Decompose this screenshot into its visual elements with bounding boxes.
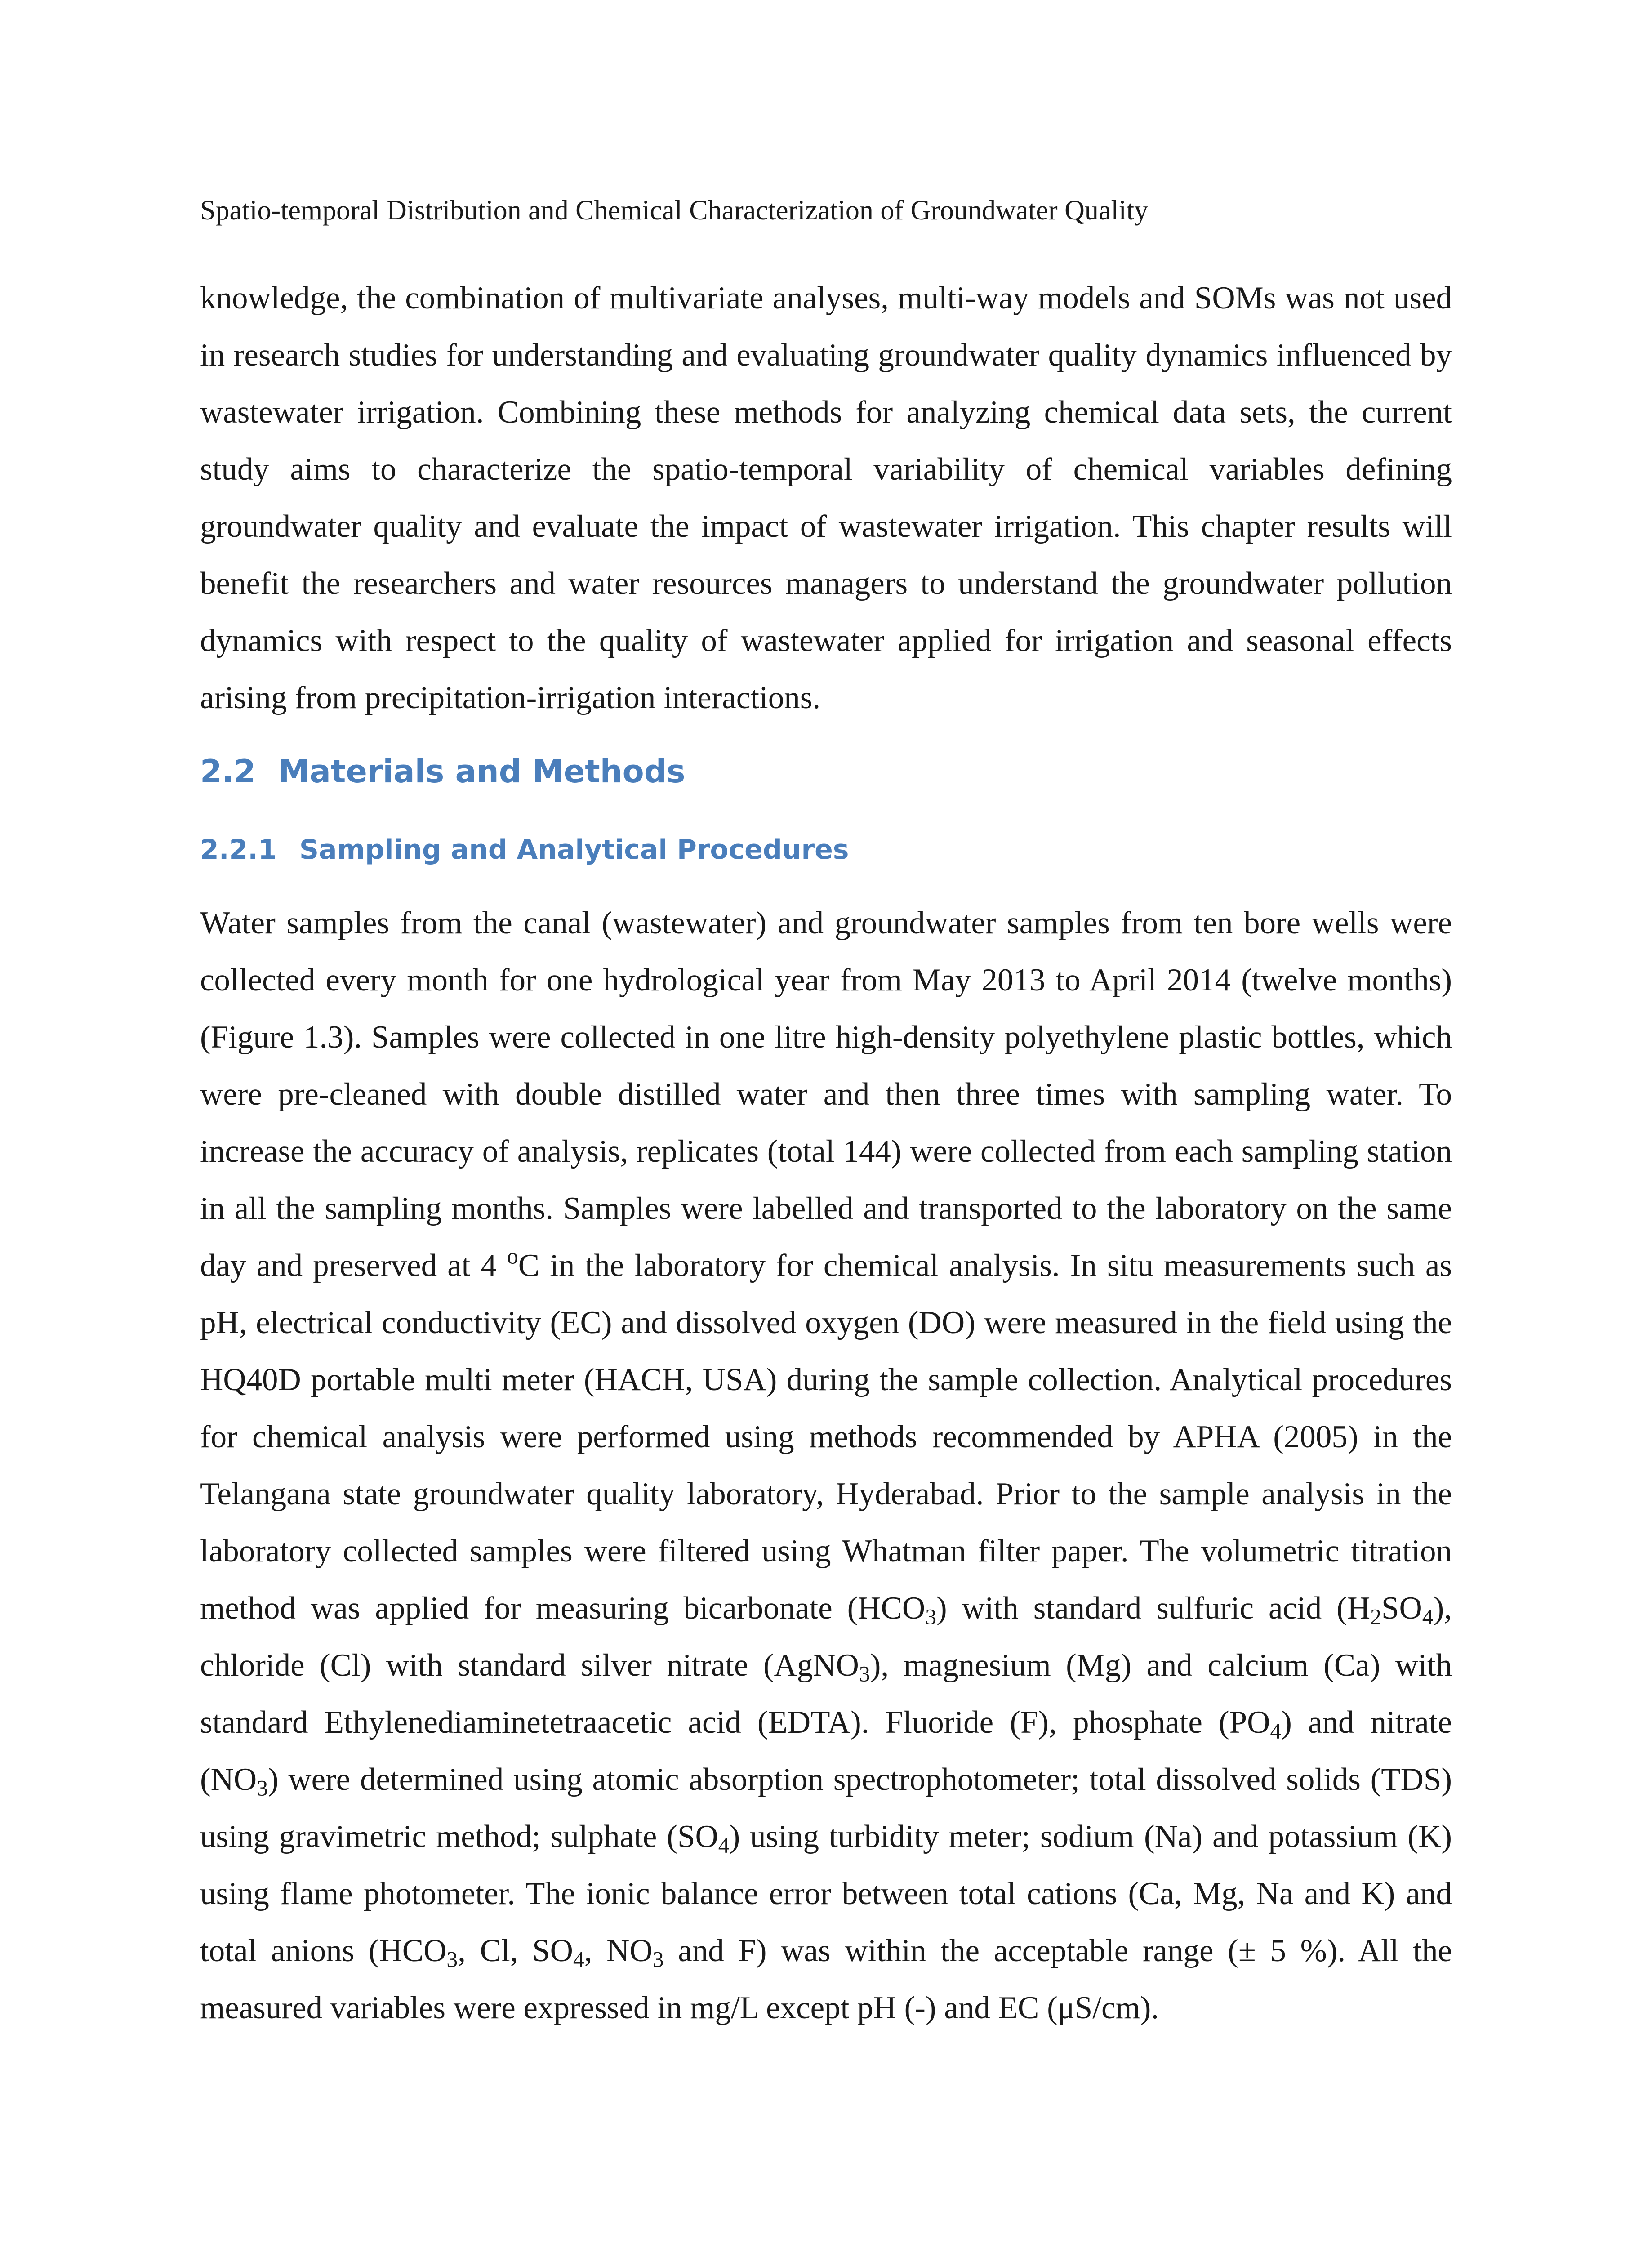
- intro-paragraph: knowledge, the combination of multivariate analyses, multi-way models and SOMs was not used in research studies for understanding and evaluating groundwater quality dynamics influenced by wastewater irrigation. Combining these methods for analyzing chemical data sets, the current study aims to characterize the spatio-temporal variability of chemical variables defining groundwater quality and evaluate the impact of wastewater irrigation. This chapter results will benefit the researchers and water resources managers to understand the groundwater pollution dynamics with respect to the quality of wastewater applied for irrigation and seasonal effects arising from precipitation-irrigation interactions.: [200, 281, 1452, 715]
- text-run: ), chloride (Cl) with standard silver nitrate (AgNO: [200, 1591, 1452, 1683]
- text-run: ) with standard sulfuric acid (H: [936, 1591, 1371, 1626]
- subscript: 3: [859, 1661, 870, 1686]
- text-run: ), magnesium (Mg) and calcium (Ca) with standard Ethylenediaminetetraacetic acid (EDTA). Fluoride (F), phosphate (PO: [200, 1648, 1452, 1740]
- section-title: Materials and Methods: [278, 753, 686, 790]
- running-header: Spatio-temporal Distribution and Chemical Characterization of Groundwater Quality: [200, 195, 1149, 226]
- subsection-number: 2.2.1: [200, 834, 277, 865]
- subscript: 4: [1270, 1718, 1282, 1744]
- subscript: 3: [925, 1604, 937, 1629]
- text-run: ) and nitrate (NO: [200, 1705, 1452, 1797]
- methods-paragraph: [200, 895, 1452, 2037]
- section-number: 2.2: [200, 753, 256, 790]
- text-run: Water samples from the canal (wastewater) and groundwater samples from ten bore wells were collected every month for one hydrological year from May 2013 to April 2014 (twelve months) (Figure 1.3). Samples were collected in one litre high-density polyethylene plastic bottles, which were pre-cleaned with double distilled water and then three times with sampling water. To increase the accuracy of analysis, replicates (total 144) were collected from each sampling station in all the sampling months. Samples were labelled and transported to the laboratory on the same day and preserved at 4: [200, 905, 1452, 1283]
- subscript: 2: [1370, 1604, 1381, 1629]
- text-run: SO: [1381, 1591, 1422, 1626]
- text-run: C in the laboratory for chemical analysis. In situ measurements such as pH, electrical conductivity (EC) and dissolved oxygen (DO) were measured in the field using the HQ40D portable multi meter (HACH, USA) during the sample collection. Analytical procedures for chemical analysis were performed using methods recommended by APHA (2005) in the Telangana state groundwater quality laboratory, Hyderabad. Prior to the sample analysis in the laboratory collected samples were filtered using Whatman filter paper. The volumetric titration method was applied for measuring bicarbonate (HCO: [200, 1248, 1452, 1626]
- text-run: , NO: [584, 1933, 653, 1968]
- text-run: , Cl, SO: [458, 1933, 573, 1968]
- subscript: 3: [446, 1947, 458, 1972]
- subsection-title: Sampling and Analytical Procedures: [299, 834, 849, 865]
- text-run: ) using turbidity meter; sodium (Na) and potassium (K) using flame photometer. The ionic balance error between total cations (Ca, Mg, Na and K) and total anions (HCO: [200, 1819, 1452, 1968]
- subscript: 4: [718, 1833, 730, 1858]
- text-run: ) were determined using atomic absorption spectrophotometer; total dissolved solids (TDS) using gravimetric method; sulphate (SO: [200, 1762, 1452, 1854]
- superscript: o: [507, 1244, 518, 1269]
- subscript: 4: [1422, 1604, 1434, 1629]
- subsection-heading: [200, 830, 849, 870]
- subscript: 4: [573, 1947, 584, 1972]
- text-run: and F) was within the acceptable range (± 5 %). All the measured variables were expressed in mg/L except pH (-) and EC (μS/cm).: [200, 1933, 1452, 2025]
- subscript: 3: [257, 1775, 268, 1801]
- subscript: 3: [652, 1947, 664, 1972]
- section-heading: [200, 749, 685, 794]
